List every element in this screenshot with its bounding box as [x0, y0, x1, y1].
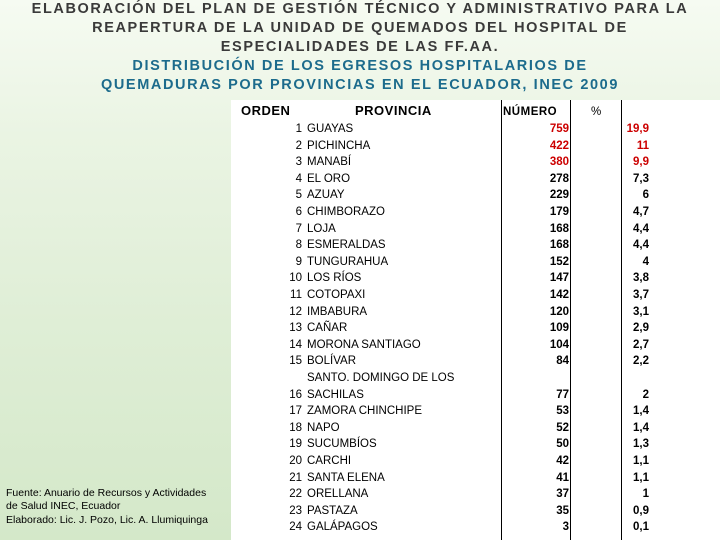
discharge-count: 120: [549, 305, 569, 318]
discharge-percent: 1: [642, 488, 649, 501]
province-name: LOJA: [307, 222, 336, 235]
subtitle-line: QUEMADURAS POR PROVINCIAS EN EL ECUADOR, INEC 2009: [100, 77, 620, 93]
discharge-count: 84: [556, 355, 569, 368]
province-name: MANABÍ: [307, 156, 352, 169]
source-line: de Salud INEC, Ecuador: [6, 500, 121, 513]
table-row: [231, 455, 720, 472]
row-order: 16: [289, 388, 302, 401]
province-name: SANTO. DOMINGO DE LOS: [307, 372, 455, 384]
discharge-percent: 3,8: [633, 272, 649, 285]
discharge-percent: 11: [636, 139, 649, 152]
table-row: [231, 289, 720, 306]
row-order: 18: [289, 421, 302, 434]
row-order: 21: [289, 471, 302, 484]
discharge-count: 37: [556, 488, 569, 501]
province-name: PICHINCHA: [307, 139, 371, 152]
province-name: NAPO: [307, 421, 340, 434]
discharge-count: 104: [549, 338, 569, 351]
subtitle-line: DISTRIBUCIÓN DE LOS EGRESOS HOSPITALARIOS DE: [132, 58, 588, 74]
discharge-count: 77: [556, 388, 569, 401]
discharge-percent: 7,3: [633, 172, 649, 185]
page-subtitle: [0, 57, 720, 95]
table-row: [231, 223, 720, 240]
row-order: 12: [289, 305, 302, 318]
province-name: CAÑAR: [307, 322, 348, 335]
discharge-percent: 9,9: [633, 156, 649, 169]
province-name: ZAMORA CHINCHIPE: [307, 405, 423, 418]
table-row: [231, 355, 720, 372]
discharge-percent: 1,4: [633, 421, 649, 434]
discharge-count: 422: [549, 139, 569, 152]
header-numero: NÚMERO: [503, 106, 558, 118]
discharge-count: 53: [556, 405, 569, 418]
table-row: [231, 272, 720, 289]
discharge-percent: 4: [642, 255, 649, 268]
province-name: SUCUMBÍOS: [307, 438, 377, 451]
row-order: 9: [295, 255, 302, 268]
discharge-count: 142: [549, 289, 569, 301]
discharge-percent: 1,4: [633, 405, 649, 418]
discharge-percent: 2: [642, 388, 649, 401]
discharge-percent: 4,7: [633, 206, 649, 218]
province-name: BOLÍVAR: [307, 355, 356, 368]
discharge-count: 380: [549, 156, 569, 169]
province-name: TUNGURAHUA: [307, 255, 389, 268]
discharge-percent: 0,1: [633, 521, 649, 534]
table-row: [231, 140, 720, 157]
province-name: COTOPAXI: [307, 289, 366, 301]
title-line: REAPERTURA DE LA UNIDAD DE QUEMADOS DEL HOSPITAL DE: [92, 20, 628, 36]
discharge-count: 168: [549, 239, 569, 252]
discharge-count: 759: [549, 123, 569, 135]
table-row: [231, 521, 720, 538]
row-order: 2: [295, 139, 302, 152]
discharge-count: 41: [556, 471, 569, 484]
table-row: [231, 256, 720, 273]
table-row: [231, 156, 720, 173]
table-row: [231, 389, 720, 406]
row-order: 8: [295, 239, 302, 252]
discharge-percent: 1,1: [633, 455, 649, 467]
province-name: SANTA ELENA: [307, 471, 385, 484]
data-table: [231, 100, 720, 540]
row-order: 3: [295, 156, 302, 169]
discharge-count: 35: [556, 504, 569, 517]
table-row: [231, 239, 720, 256]
row-order: 11: [290, 289, 302, 301]
row-order: 20: [289, 455, 302, 467]
discharge-count: 152: [549, 255, 569, 268]
row-order: 5: [295, 189, 302, 202]
row-order: 23: [289, 504, 302, 517]
table-row: [231, 505, 720, 522]
header-orden: ORDEN: [241, 103, 291, 118]
row-order: 15: [289, 355, 302, 368]
table-row: [231, 405, 720, 422]
table-row: [231, 472, 720, 489]
discharge-percent: 0,9: [633, 504, 649, 517]
row-order: 13: [289, 322, 302, 335]
table-row: [231, 322, 720, 339]
discharge-percent: 2,2: [633, 355, 649, 368]
discharge-count: 168: [549, 222, 569, 235]
discharge-percent: 2,9: [633, 322, 649, 335]
table-row: [231, 206, 720, 223]
row-order: 22: [289, 488, 302, 501]
discharge-count: 278: [549, 172, 569, 185]
province-name: CHIMBORAZO: [307, 206, 385, 218]
row-order: 6: [295, 206, 302, 218]
province-name: IMBABURA: [307, 305, 368, 318]
discharge-count: 179: [549, 206, 569, 218]
province-name: EL ORO: [307, 172, 351, 185]
table-row: [231, 438, 720, 455]
discharge-count: 42: [556, 455, 569, 467]
discharge-count: 3: [562, 521, 569, 534]
table-row: [231, 488, 720, 505]
title-line: ELABORACIÓN DEL PLAN DE GESTIÓN TÉCNICO Y ADMINISTRATIVO PARA LA: [31, 1, 689, 17]
row-order: 19: [289, 438, 302, 451]
discharge-percent: 6: [642, 189, 649, 202]
province-name: AZUAY: [307, 189, 345, 202]
province-name: ORELLANA: [307, 488, 369, 501]
province-name: GUAYAS: [307, 123, 354, 135]
table-row: [231, 306, 720, 323]
table-row: [231, 189, 720, 206]
province-name: PASTAZA: [307, 504, 358, 517]
row-order: 7: [295, 222, 302, 235]
table-row: [231, 123, 720, 140]
table-row-continuation: [231, 372, 720, 389]
discharge-count: 147: [549, 272, 569, 285]
discharge-percent: 1,3: [633, 438, 649, 451]
discharge-count: 50: [556, 438, 569, 451]
discharge-percent: 4,4: [633, 222, 649, 235]
province-name: CARCHI: [307, 455, 352, 467]
province-name: SACHILAS: [307, 388, 364, 401]
source-line: Elaborado: Lic. J. Pozo, Lic. A. Llumiquinga: [6, 513, 208, 526]
page-title: [0, 0, 720, 57]
table-row: [231, 422, 720, 439]
discharge-percent: 2,7: [633, 338, 649, 351]
discharge-percent: 19,9: [626, 123, 649, 135]
header-provincia: PROVINCIA: [355, 103, 432, 118]
province-name: MORONA SANTIAGO: [307, 338, 421, 351]
title-line: ESPECIALIDADES DE LAS FF.AA.: [220, 39, 500, 55]
province-name: GALÁPAGOS: [307, 521, 378, 534]
row-order: 17: [289, 405, 302, 418]
table-row: [231, 339, 720, 356]
row-order: 1: [295, 123, 302, 135]
source-line: Fuente: Anuario de Recursos y Actividades: [6, 487, 207, 499]
discharge-percent: 3,1: [633, 305, 649, 318]
discharge-percent: 4,4: [633, 239, 649, 252]
row-order: 10: [289, 272, 302, 285]
header-percent: %: [591, 106, 602, 118]
discharge-count: 229: [549, 189, 569, 202]
table-row: [231, 173, 720, 190]
discharge-count: 52: [556, 421, 569, 434]
discharge-percent: 1,1: [633, 471, 649, 484]
province-name: ESMERALDAS: [307, 239, 386, 252]
source-note: [6, 487, 208, 527]
row-order: 14: [289, 338, 302, 351]
discharge-count: 109: [549, 322, 569, 335]
discharge-percent: 3,7: [633, 289, 649, 301]
row-order: 4: [295, 172, 302, 185]
row-order: 24: [289, 521, 302, 534]
province-name: LOS RÍOS: [307, 272, 362, 285]
